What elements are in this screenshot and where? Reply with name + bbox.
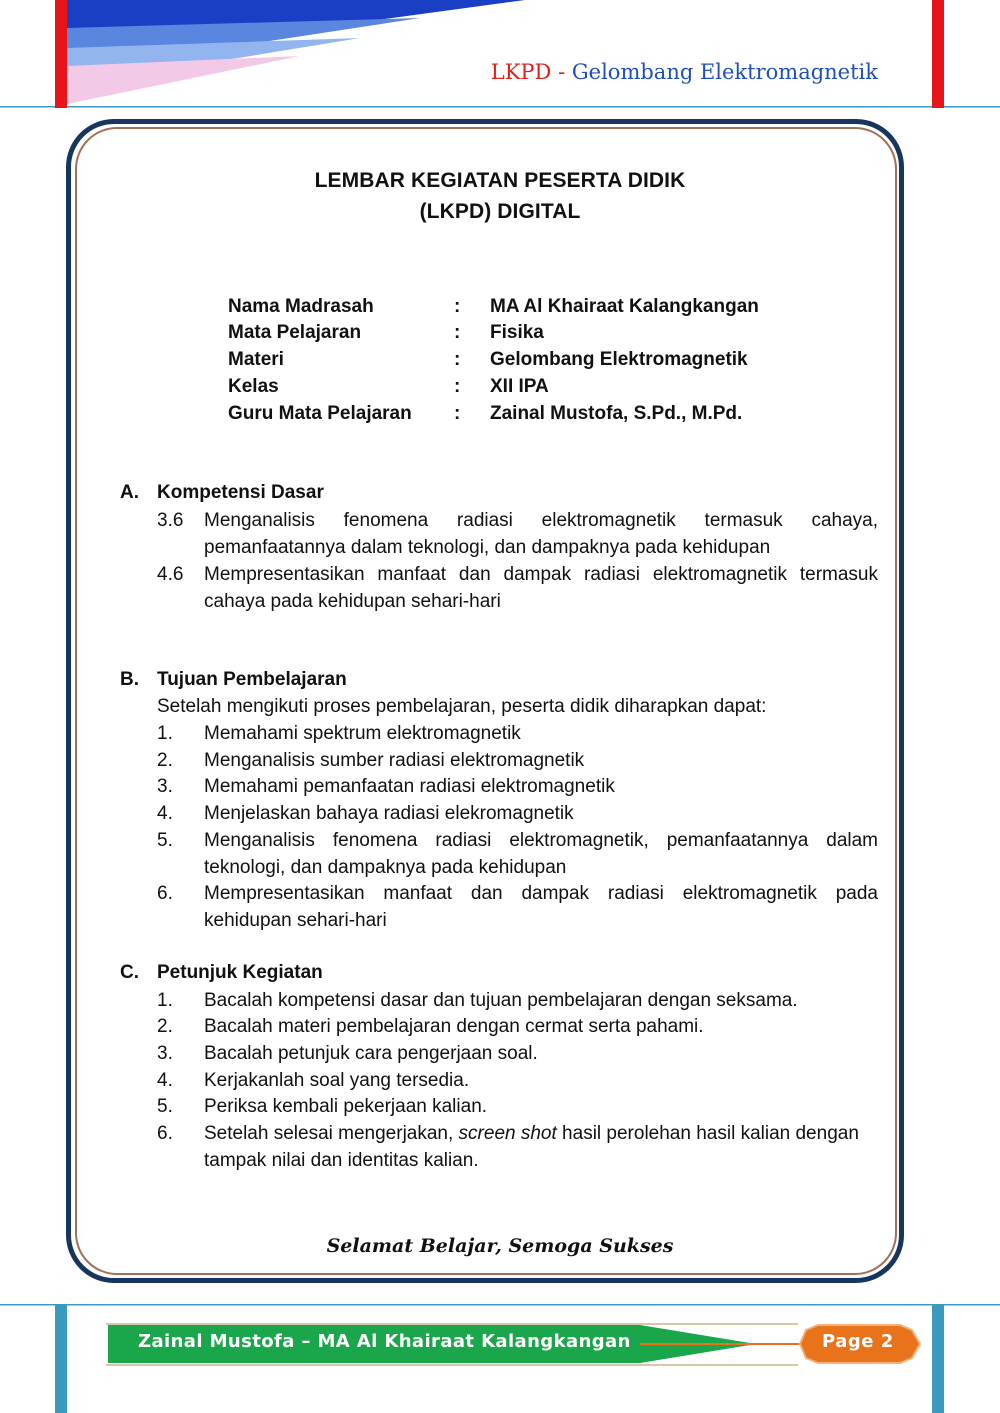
item-text: Menganalisis fenomena radiasi elektromagnetik, pemanfaatannya dalam teknologi, dan dampaknya pada kehidupan	[204, 830, 878, 878]
item-text-part: hasil perolehan hasil kalian dengan tampak nilai dan identitas kalian.	[204, 1123, 859, 1171]
item-text: Bacalah materi pembelajaran dengan cermat serta pahami.	[204, 1016, 704, 1037]
item-text: Memahami pemanfaatan radiasi elektromagnetik	[204, 776, 615, 797]
info-label: Nama Madrasah	[228, 296, 374, 317]
item-text: Bacalah kompetensi dasar dan tujuan pembelajaran dengan seksama.	[204, 990, 798, 1011]
item-text: Mempresentasikan manfaat dan dampak radiasi elektromagnetik pada kehidupan sehari-hari	[204, 883, 878, 931]
item-text: Menganalisis sumber radiasi elektromagnetik	[204, 750, 585, 771]
info-value: Gelombang Elektromagnetik	[490, 349, 748, 370]
info-colon: :	[454, 322, 461, 343]
item-number: 1.	[157, 990, 173, 1011]
info-label: Materi	[228, 349, 284, 370]
section-b-intro: Setelah mengikuti proses pembelajaran, peserta didik diharapkan dapat:	[157, 696, 767, 717]
info-colon: :	[454, 376, 461, 397]
info-colon: :	[454, 296, 461, 317]
info-colon: :	[454, 349, 461, 370]
item-number: 2.	[157, 750, 173, 771]
item-number: 3.	[157, 1043, 173, 1064]
item-text: Periksa kembali pekerjaan kalian.	[204, 1096, 488, 1117]
info-label: Kelas	[228, 376, 279, 397]
info-value: XII IPA	[490, 376, 549, 397]
item-number: 6.	[157, 883, 173, 904]
footer-decoration	[0, 1296, 1000, 1413]
item-text-italic: screen shot	[458, 1123, 557, 1144]
section-title: Tujuan Pembelajaran	[157, 669, 347, 690]
item-text	[204, 1120, 878, 1174]
page-number-badge: Page 2	[822, 1331, 894, 1352]
header-title-topic: Gelombang Elektromagnetik	[571, 60, 878, 84]
header-title	[491, 60, 878, 84]
info-value: MA Al Khairaat Kalangkangan	[490, 296, 759, 317]
header-title-lkpd: LKPD	[490, 60, 552, 84]
header-decoration	[0, 0, 1000, 115]
closing-message: Selamat Belajar, Semoga Sukses	[326, 1235, 674, 1257]
info-label: Guru Mata Pelajaran	[228, 403, 412, 424]
section-letter: A.	[120, 482, 139, 503]
info-colon: :	[454, 403, 461, 424]
document-title-line1: LEMBAR KEGIATAN PESERTA DIDIK	[314, 169, 686, 192]
info-value: Zainal Mustofa, S.Pd., M.Pd.	[490, 403, 743, 424]
item-text: Memahami spektrum elektromagnetik	[204, 723, 521, 744]
item-number: 4.6	[157, 564, 184, 585]
footer-author: Zainal Mustofa – MA Al Khairaat Kalangkangan	[138, 1331, 631, 1352]
item-number: 3.	[157, 776, 173, 797]
item-number: 4.	[157, 1070, 173, 1091]
document-title-line2: (LKPD) DIGITAL	[419, 200, 581, 223]
section-letter: B.	[120, 669, 139, 690]
item-text: Bacalah petunjuk cara pengerjaan soal.	[204, 1043, 538, 1064]
section-letter: C.	[120, 962, 139, 983]
item-number: 6.	[157, 1123, 173, 1144]
info-label: Mata Pelajaran	[228, 322, 362, 343]
item-text: Menjelaskan bahaya radiasi elekromagnetik	[204, 803, 574, 824]
section-title: Kompetensi Dasar	[157, 482, 324, 503]
info-value: Fisika	[490, 322, 544, 343]
item-number: 5.	[157, 830, 173, 851]
item-number: 4.	[157, 803, 173, 824]
section-title: Petunjuk Kegiatan	[157, 962, 323, 983]
item-text-part: Setelah selesai mengerjakan,	[204, 1123, 459, 1144]
item-text: Menganalisis fenomena radiasi elektromagnetik termasuk cahaya, pemanfaatannya dalam teknologi, dan dampaknya pada kehidupan	[204, 510, 878, 558]
item-number: 1.	[157, 723, 173, 744]
item-text: Kerjakanlah soal yang tersedia.	[204, 1070, 470, 1091]
header-title-separator: -	[558, 60, 566, 84]
item-number: 2.	[157, 1016, 173, 1037]
item-text: Mempresentasikan manfaat dan dampak radiasi elektromagnetik termasuk cahaya pada kehidupan sehari-hari	[204, 564, 878, 612]
item-number: 5.	[157, 1096, 173, 1117]
item-number: 3.6	[157, 510, 184, 531]
